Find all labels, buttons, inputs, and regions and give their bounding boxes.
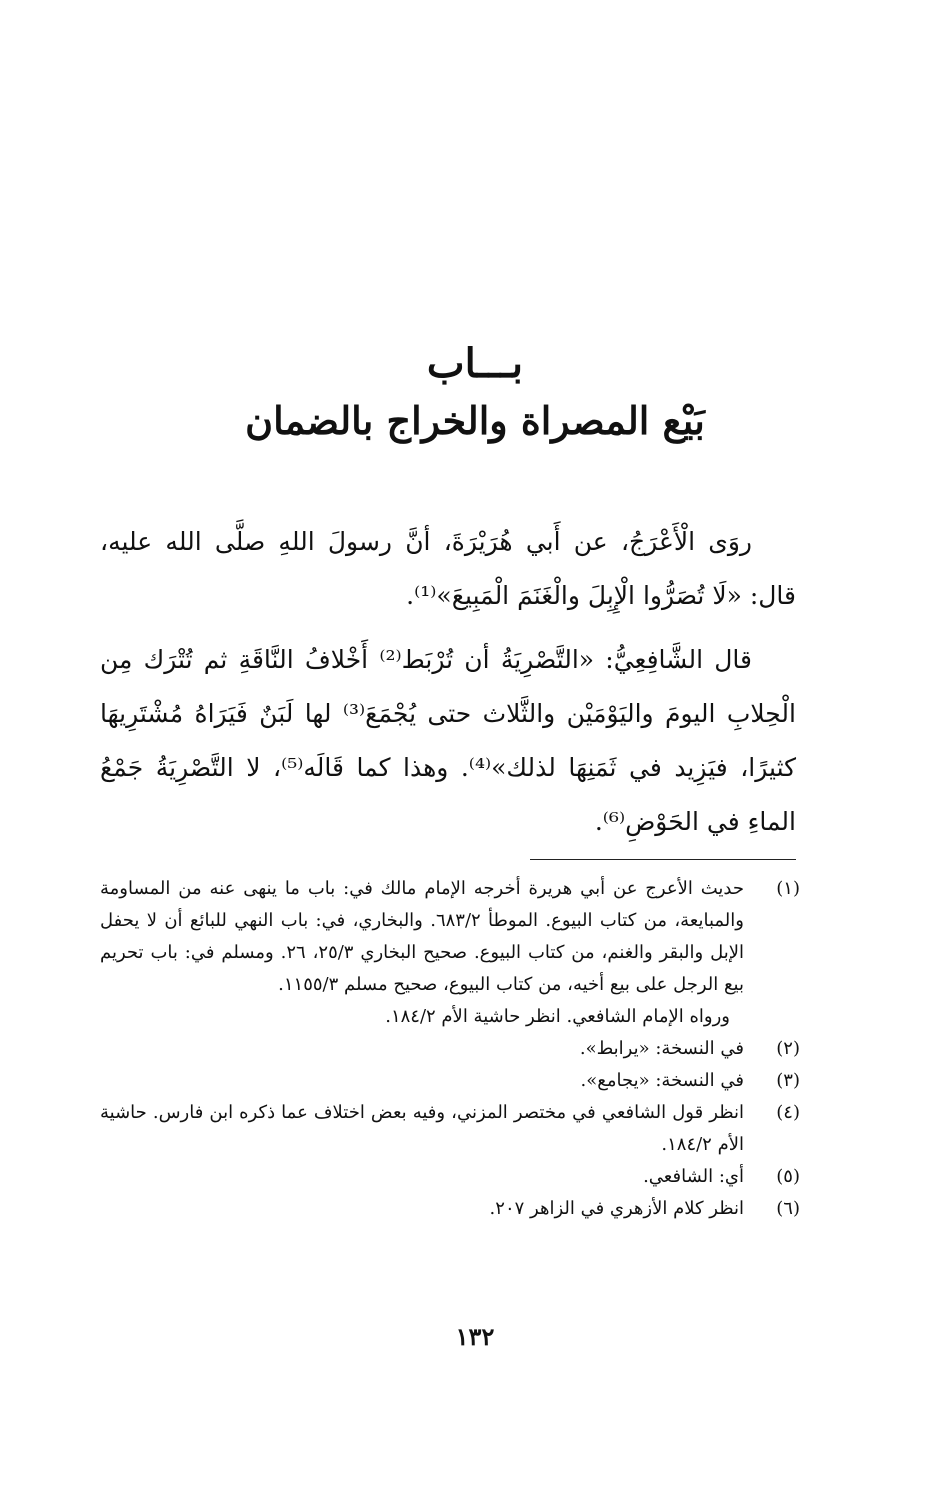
footnote-text: في النسخة: «يجامع». (580, 1070, 744, 1091)
footnote-divider (530, 859, 796, 860)
footnote-2 (100, 1033, 800, 1065)
footnote-1 (100, 873, 800, 1001)
footnote-1-continuation: ورواه الإمام الشافعي. انظر حاشية الأم ١٨٤/٢. (385, 1006, 730, 1027)
chapter-label: بـــاب (426, 340, 524, 387)
footnote-number: (٥) (776, 1166, 800, 1187)
footnote-number: (٢) (776, 1038, 800, 1059)
footnote-text: حديث الأعرج عن أبي هريرة أخرجه الإمام مالك في: باب ما ينهى عنه من المساومة والمبايعة، من كتاب البيوع. الموطأ ٦٨٣/٢. والبخاري، في: باب النهي للبائع أن لا يحفل الإبل والبقر والغنم، من كتاب البيوع. صحيح البخاري ٢٥/٣، ٢٦. ومسلم في: باب تحريم بيع الرجل على بيع أخيه، من كتاب البيوع، صحيح مسلم ١١٥٥/٣. (100, 878, 744, 995)
main-text (100, 515, 796, 849)
footnote-text: انظر كلام الأزهري في الزاهر ٢٠٧. (489, 1198, 744, 1219)
page-number: ١٣٢ (455, 1322, 495, 1351)
footnote-text: أي: الشافعي. (643, 1166, 744, 1187)
footnote-6 (100, 1193, 800, 1225)
chapter-heading (0, 340, 950, 450)
footnote-4 (100, 1097, 800, 1161)
footnote-number: (٦) (776, 1198, 800, 1219)
footnote-5 (100, 1161, 800, 1193)
footnote-number: (٣) (776, 1070, 800, 1091)
footnote-3 (100, 1065, 800, 1097)
chapter-title: بَيْع المصراة والخراج بالضمان (245, 398, 705, 443)
footnote-text: انظر قول الشافعي في مختصر المزني، وفيه بعض اختلاف عما ذكره ابن فارس. حاشية الأم ١٨٤/٢. (100, 1102, 744, 1155)
paragraph-hadith: روَى الْأَعْرَجُ، عن أَبي هُرَيْرَةَ، أنَّ رسولَ اللهِ صلَّى الله عليه، قال: «لَا تُصَرُّوا الْإِبِلَ والْغَنَمَ الْمَبِيعَ»⁽¹⁾. (100, 527, 796, 610)
footnote-number: (١) (776, 878, 800, 899)
footnote-number: (٤) (776, 1102, 800, 1123)
footnote-text: في النسخة: «يرابط». (579, 1038, 744, 1059)
footnotes (100, 873, 800, 1225)
paragraph-shafii: قال الشَّافِعِيُّ: «التَّصْرِيَةُ أن تُرْبَط⁽²⁾ أَخْلافُ النَّاقَةِ ثم تُتْرَك مِن الْحِلابِ اليومَ واليَوْمَيْن والثَّلاث حتى يُجْمَعَ⁽³⁾ لها لَبَنٌ فَيَرَاهُ مُشْتَرِيهَا كثيرًا، فيَزِيد في ثَمَنِهَا لذلك»⁽⁴⁾. وهذا كما قَالَه⁽⁵⁾، لا التَّصْرِيَةُ جَمْعُ الماءِ في الحَوْضِ⁽⁶⁾. (100, 645, 797, 836)
